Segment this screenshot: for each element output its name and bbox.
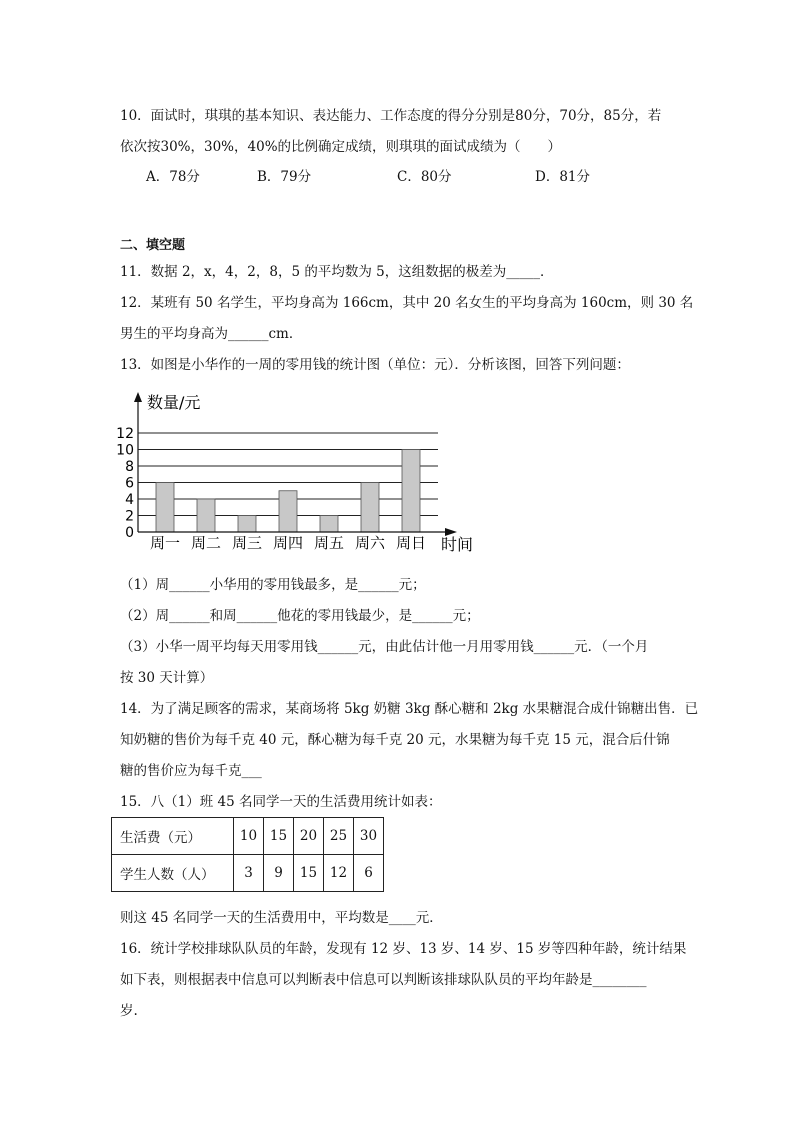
q10-line2: 依次按30%，30%，40%的比例确定成绩，则琪琪的面试成绩为（ ） [120, 139, 562, 155]
y-tick-labels [116, 426, 134, 541]
bar-5 [320, 516, 338, 533]
q11-text: 11．数据 2，x，4，2，8，5 的平均数为 5，这组数据的极差为_____． [120, 264, 554, 280]
q13-sub3-line1: （3）小华一周平均每天用零用钱______元，由此估计他一月用零用钱______元．（一个月 [120, 639, 649, 655]
table-cell: 15 [264, 818, 294, 855]
x-tick-label: 周五 [313, 534, 345, 552]
y-axis-label: 数量/元 [147, 393, 201, 412]
table-row-header: 学生人数（人） [112, 855, 234, 892]
x-tick-label: 周一 [149, 534, 181, 552]
bar-4 [279, 491, 297, 532]
q13-sub2: （2）周______和周______他花的零用钱最少，是______元； [120, 608, 480, 624]
table-cell: 25 [324, 818, 354, 855]
q13-sub1: （1）周______小华用的零用钱最多，是______元； [120, 577, 426, 593]
bar-3 [238, 516, 256, 533]
q10-line1: 10．面试时，琪琪的基本知识、表达能力、工作态度的得分分别是80分，70分，85分，若 [120, 108, 662, 124]
q10-option-d: D．81分 [535, 169, 591, 185]
bar-7 [402, 450, 420, 533]
table-cell: 6 [354, 855, 384, 892]
table-row-header: 生活费（元） [112, 818, 234, 855]
section-title: 二、填空题 [120, 238, 186, 253]
q16-line1: 16．统计学校排球队队员的年龄，发现有 12 岁、13 岁、14 岁、15 岁等四种年龄，统计结果 [120, 941, 687, 957]
q10-option-b: B．79分 [257, 169, 312, 185]
bars [156, 450, 420, 533]
table-row [112, 818, 384, 855]
q13-sub3-line2: 按 30 天计算） [120, 670, 214, 686]
x-tick-label: 周二 [190, 534, 222, 552]
q10-option-a: A．78分 [146, 169, 200, 185]
table-cell: 10 [234, 818, 264, 855]
q10-option-c: C．80分 [397, 169, 452, 185]
bar-2 [197, 499, 215, 532]
x-tick-label: 周四 [272, 534, 304, 552]
table-row [112, 855, 384, 892]
y-axis-arrow-icon [134, 392, 142, 402]
x-tick-labels [150, 534, 426, 552]
table-cell: 3 [234, 855, 264, 892]
table-cell: 12 [324, 855, 354, 892]
x-tick-label: 周日 [395, 534, 427, 552]
table-cell: 9 [264, 855, 294, 892]
x-tick-label: 周三 [231, 534, 263, 552]
pocket-money-bar-chart [115, 388, 495, 558]
q14-line2: 知奶糖的售价为每千克 40 元，酥心糖为每千克 20 元，水果糖为每千克 15 元，混合后什锦 [120, 732, 670, 748]
q15-after: 则这 45 名同学一天的生活费用中，平均数是____元． [120, 910, 443, 926]
q16-line3: 岁. [120, 1003, 138, 1019]
y-tick-label: 4 [125, 492, 134, 508]
bar-6 [361, 483, 379, 533]
q13-intro: 13．如图是小华作的一周的零用钱的统计图（单位：元）．分析该图，回答下列问题： [120, 357, 630, 373]
living-expense-table [111, 817, 384, 892]
q12-line2: 男生的平均身高为______cm． [120, 326, 303, 342]
y-tick-label: 6 [125, 475, 134, 492]
q12-line1: 12．某班有 50 名学生，平均身高为 166cm，其中 20 名女生的平均身高为 160cm，则 30 名 [120, 295, 694, 311]
y-tick-label: 2 [125, 508, 134, 525]
q15-intro: 15．八（1）班 45 名同学一天的生活费用统计如表： [120, 794, 442, 810]
x-axis-label: 时间 [441, 535, 474, 554]
q14-line1: 14．为了满足顾客的需求，某商场将 5kg 奶糖 3kg 酥心糖和 2kg 水果糖混合成什锦糖出售．已 [120, 701, 699, 717]
q14-line3: 糖的售价应为每千克___ [120, 763, 262, 779]
table-cell: 20 [294, 818, 324, 855]
q16-line2: 如下表，则根据表中信息可以判断表中信息可以判断该排球队队员的平均年龄是________ [120, 972, 647, 988]
y-tick-label: 10 [116, 442, 134, 459]
table-cell: 30 [354, 818, 384, 855]
y-tick-label: 8 [125, 459, 134, 475]
table-cell: 15 [294, 855, 324, 892]
bar-1 [156, 483, 174, 533]
y-tick-label: 0 [125, 525, 134, 541]
x-tick-label: 周六 [354, 534, 386, 552]
y-tick-label: 12 [116, 426, 134, 442]
